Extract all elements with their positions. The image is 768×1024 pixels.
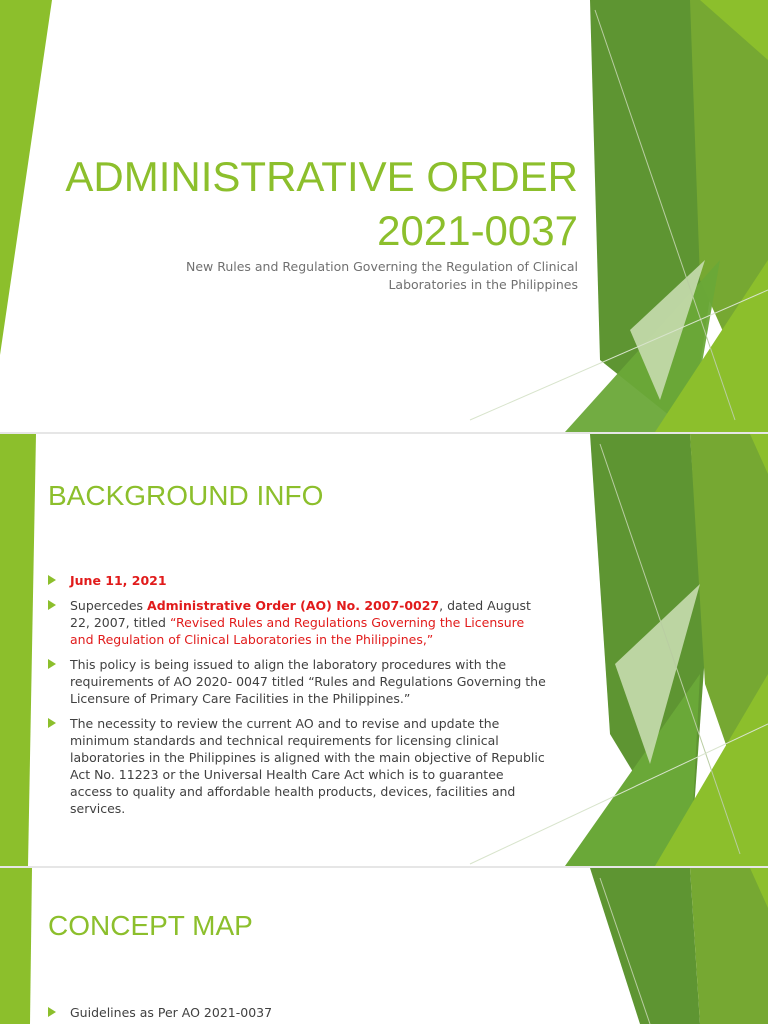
document-subtitle [138,258,578,294]
subtitle-line-2: Laboratories in the Philippines [388,277,578,292]
bullet-text: The necessity to review the current AO and to revise and update the minimum standards and technical requirements for licensing clinical laboratories in the Philippines is aligned with the main objective of Republic Act No. 11223 or the Universal Health Care Act which is to guarantee access to quality and affordable health products, devices, facilities and services. [70,716,545,816]
date-text: June 11, 2021 [70,573,167,588]
bullet-text: This policy is being issued to align the laboratory procedures with the requirements of AO 2020- 0047 titled “Rules and Regulations Governing the Licensure of Primary Care Facilities in the Philippines.” [70,657,546,706]
quoted-title: “Revised Rules and Regulations Governing the Licensure and Regulation of Clinical Laboratories in the Philippines,” [70,615,525,647]
list-item [48,1004,548,1021]
bullet-text: , dated August 22, 2007, titled [70,598,531,630]
slide-heading: CONCEPT MAP [48,910,253,941]
bullet-text: Guidelines as Per AO 2021-0037 [70,1005,273,1020]
title-line-1: ADMINISTRATIVE ORDER [65,153,578,200]
title-line-2: 2021-0037 [377,207,578,254]
slide-background-info [0,434,768,866]
subtitle-line-1: New Rules and Regulation Governing the Regulation of Clinical [185,259,578,274]
list-item [48,572,548,589]
list-item [48,597,548,648]
bullet-arrow-icon [48,659,56,669]
bullet-list [48,572,548,825]
bullet-list [48,1004,548,1024]
bullet-arrow-icon [48,600,56,610]
list-item [48,715,548,817]
ao-reference: Administrative Order (AO) No. 2007-0027 [147,598,440,613]
bullet-text: Supercedes [70,598,148,613]
bullet-arrow-icon [48,718,56,728]
slide-decoration-right [0,868,768,1024]
list-item [48,656,548,707]
slide-heading: BACKGROUND INFO [48,480,324,511]
slide-concept-map [0,868,768,1024]
bullet-arrow-icon [48,575,56,585]
document-title [58,150,578,258]
bullet-arrow-icon [48,1007,56,1017]
slide-title [0,0,768,432]
